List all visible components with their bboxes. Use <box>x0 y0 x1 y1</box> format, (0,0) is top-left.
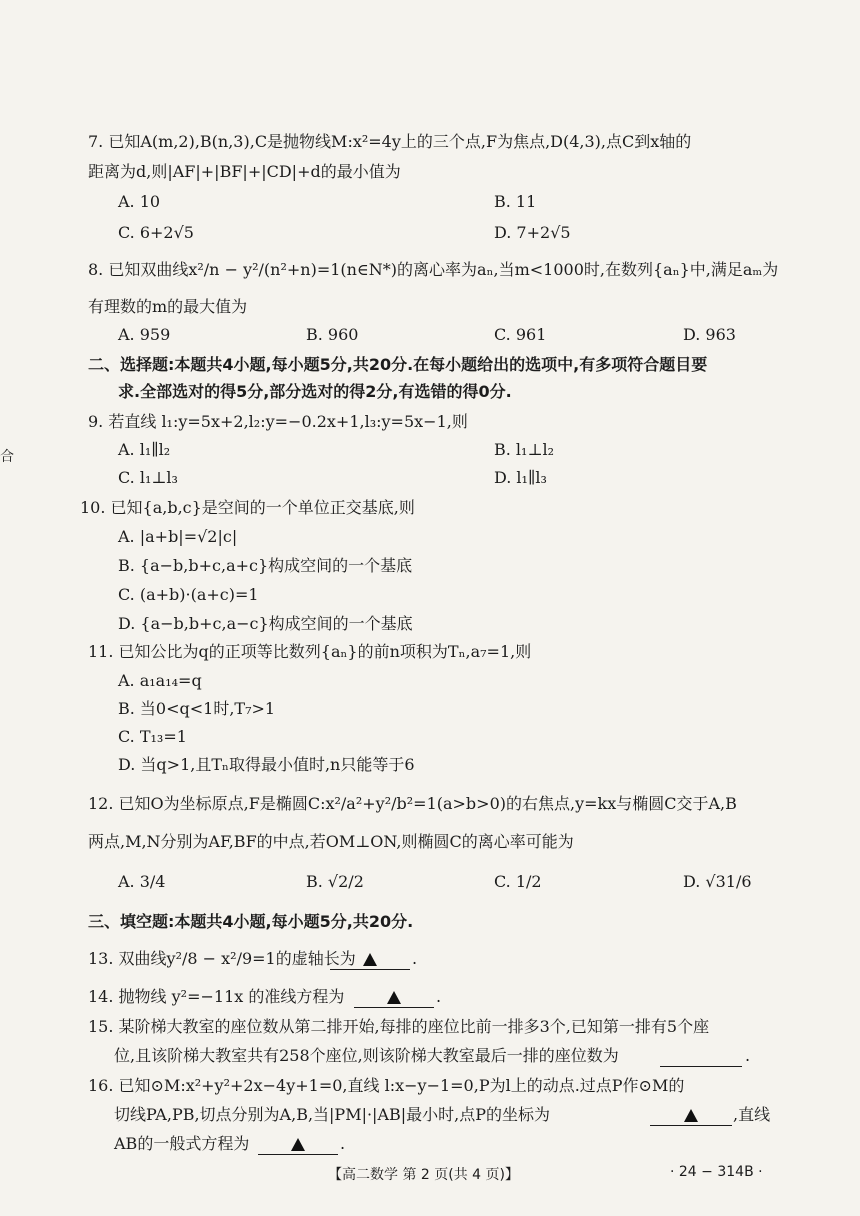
section2-heading-line1: 二、选择题:本题共4小题,每小题5分,共20分.在每小题给出的选项中,有多项符合题目要 <box>88 355 708 374</box>
q13-text: 13. 双曲线y²/8 − x²/9=1的虚轴长为 <box>88 949 356 968</box>
q13-answer-blank <box>330 949 410 970</box>
exam-code: · 24 − 314B · <box>670 1164 763 1180</box>
q13-end: . <box>412 949 418 968</box>
q11-option-c: C. T₁₃=1 <box>118 727 187 746</box>
q8-line2: 有理数的m的最大值为 <box>88 297 248 316</box>
q16-line3: AB的一般式方程为 <box>114 1134 250 1153</box>
q10-option-b: B. {a−b,b+c,a+c}构成空间的一个基底 <box>118 556 413 575</box>
section2-heading-line2: 求.全部选对的得5分,部分选对的得2分,有选错的得0分. <box>118 382 512 401</box>
triangle-icon <box>684 1109 698 1122</box>
q8-line1: 8. 已知双曲线x²/n − y²/(n²+n)=1(n∈N*)的离心率为aₙ,当m<1000时,在数列{aₙ}中,满足aₘ为 <box>88 260 779 279</box>
q8-option-d: D. 963 <box>683 325 736 344</box>
q9-option-c: C. l₁⊥l₃ <box>118 468 178 487</box>
q11-stem: 11. 已知公比为q的正项等比数列{aₙ}的前n项积为Tₙ,a₇=1,则 <box>88 642 532 661</box>
q7-line2: 距离为d,则|AF|+|BF|+|CD|+d的最小值为 <box>88 162 401 181</box>
q8-option-b: B. 960 <box>306 325 359 344</box>
q16-line2a: 切线PA,PB,切点分别为A,B,当|PM|·|AB|最小时,点P的坐标为 <box>114 1105 550 1124</box>
q16-end: . <box>340 1134 346 1153</box>
q15-line2: 位,且该阶梯大教室共有258个座位,则该阶梯大教室最后一排的座位数为 <box>114 1046 619 1065</box>
q12-option-c: C. 1/2 <box>494 872 542 891</box>
q16-answer-blank-2 <box>258 1134 338 1155</box>
q11-option-b: B. 当0<q<1时,T₇>1 <box>118 699 276 718</box>
section3-heading: 三、填空题:本题共4小题,每小题5分,共20分. <box>88 912 414 931</box>
q15-line1: 15. 某阶梯大教室的座位数从第二排开始,每排的座位比前一排多3个,已知第一排有5个座 <box>88 1017 710 1036</box>
q12-option-a: A. 3/4 <box>118 872 166 891</box>
q12-line1: 12. 已知O为坐标原点,F是椭圆C:x²/a²+y²/b²=1(a>b>0)的右焦点,y=kx与椭圆C交于A,B <box>88 794 737 813</box>
triangle-icon <box>291 1138 305 1151</box>
q11-option-a: A. a₁a₁₄=q <box>118 671 202 690</box>
q8-option-c: C. 961 <box>494 325 547 344</box>
q7-option-d: D. 7+2√5 <box>494 223 571 242</box>
triangle-icon <box>387 991 401 1004</box>
q9-stem: 9. 若直线 l₁:y=5x+2,l₂:y=−0.2x+1,l₃:y=5x−1,则 <box>88 412 468 431</box>
margin-mark: 合 <box>0 449 14 465</box>
q11-option-d: D. 当q>1,且Tₙ取得最小值时,n只能等于6 <box>118 755 415 774</box>
q12-option-d: D. √31/6 <box>683 872 752 891</box>
q9-option-d: D. l₁∥l₃ <box>494 468 547 487</box>
q16-line1: 16. 已知⊙M:x²+y²+2x−4y+1=0,直线 l:x−y−1=0,P为l上的动点.过点P作⊙M的 <box>88 1076 685 1095</box>
triangle-icon <box>363 953 377 966</box>
q16-line2b: ,直线 <box>733 1105 771 1124</box>
q7-line1: 7. 已知A(m,2),B(n,3),C是抛物线M:x²=4y上的三个点,F为焦点,D(4,3),点C到x轴的 <box>88 132 692 151</box>
q10-option-d: D. {a−b,b+c,a−c}构成空间的一个基底 <box>118 614 413 633</box>
q10-option-c: C. (a+b)·(a+c)=1 <box>118 585 259 604</box>
q14-end: . <box>436 987 442 1006</box>
q10-option-a: A. |a+b|=√2|c| <box>118 527 238 546</box>
q15-end: . <box>745 1046 751 1065</box>
q12-option-b: B. √2/2 <box>306 872 364 891</box>
q9-option-b: B. l₁⊥l₂ <box>494 440 555 459</box>
q9-option-a: A. l₁∥l₂ <box>118 440 171 459</box>
q14-text: 14. 抛物线 y²=−11x 的准线方程为 <box>88 987 345 1006</box>
q14-answer-blank <box>354 987 434 1008</box>
q7-option-c: C. 6+2√5 <box>118 223 194 242</box>
q7-option-a: A. 10 <box>118 192 161 211</box>
q12-line2: 两点,M,N分别为AF,BF的中点,若OM⊥ON,则椭圆C的离心率可能为 <box>88 832 574 851</box>
q7-option-b: B. 11 <box>494 192 537 211</box>
q10-stem: 10. 已知{a,b,c}是空间的一个单位正交基底,则 <box>80 498 415 517</box>
page-footer: 【高二数学 第 2 页(共 4 页)】 <box>328 1167 519 1183</box>
q16-answer-blank-1 <box>650 1105 732 1126</box>
q15-answer-blank <box>660 1046 742 1067</box>
q8-option-a: A. 959 <box>118 325 171 344</box>
